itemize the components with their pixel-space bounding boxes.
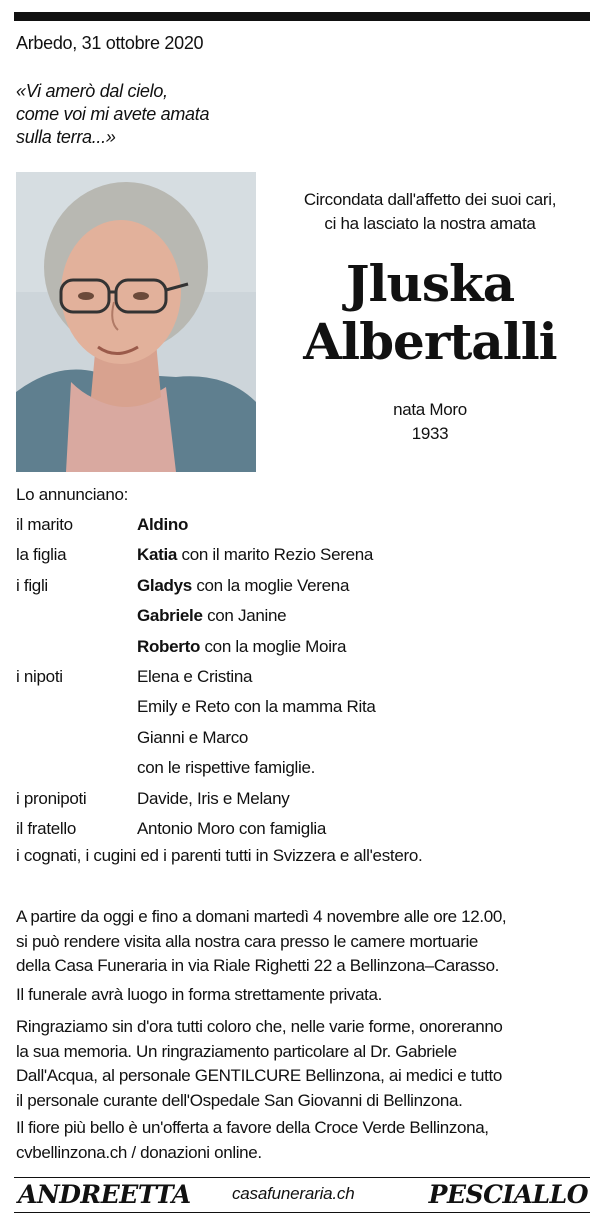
member — [137, 512, 188, 538]
member-detail: Gianni e Marco — [137, 727, 249, 747]
top-rule — [14, 12, 590, 21]
footer-rule-bottom — [14, 1212, 590, 1213]
deceased-name — [260, 255, 600, 371]
paragraph-line: A partire da oggi e fino a domani martedì 4 novembre alle ore 12.00, — [16, 907, 507, 926]
member-detail: con la moglie Verena — [191, 575, 350, 595]
member-detail: Emily e Reto con la mamma Rita — [137, 697, 376, 717]
relatives-line: i cognati, i cugini ed i parenti tutti in Svizzera e all'estero. — [16, 846, 423, 865]
member-detail: Elena e Cristina — [137, 666, 253, 686]
member-detail: con Janine — [202, 606, 287, 626]
paragraph-line: Il funerale avrà luogo in forma strettamente privata. — [16, 985, 383, 1004]
last-name: Albertalli — [303, 312, 557, 371]
paragraph-line: la sua memoria. Un ringraziamento particolare al Dr. Gabriele — [16, 1041, 457, 1061]
first-name: Jluska — [345, 254, 515, 313]
member — [137, 573, 349, 599]
family-row — [16, 816, 586, 846]
family-row — [16, 725, 586, 755]
family-row — [16, 634, 586, 664]
intro-text — [270, 188, 590, 236]
member-name: Gabriele — [137, 606, 203, 626]
relation: la figlia — [16, 545, 67, 565]
website-link[interactable]: casafuneraria.ch — [232, 1184, 355, 1203]
relation: i pronipoti — [16, 788, 87, 808]
member — [137, 603, 286, 629]
place-date: Arbedo, 31 ottobre 2020 — [16, 33, 204, 53]
paragraph-line: cvbellinzona.ch / donazioni online. — [16, 1142, 262, 1162]
paragraph-line: della Casa Funeraria in via Riale Righetti 22 a Bellinzona–Carasso. — [16, 956, 500, 975]
intro-line: ci ha lasciato la nostra amata — [324, 214, 536, 233]
family-list — [16, 512, 586, 846]
relation: il fratello — [16, 818, 77, 838]
family-row — [16, 694, 586, 724]
family-row — [16, 664, 586, 694]
member — [137, 542, 373, 568]
footer — [14, 1180, 590, 1214]
maiden-name: nata Moro — [393, 400, 467, 419]
announce-label: Lo annunciano: — [16, 485, 129, 504]
brand-andreetta: ANDREETTA — [18, 1180, 191, 1209]
member-name: Katia — [137, 545, 178, 565]
member-detail: Davide, Iris e Melany — [137, 788, 290, 808]
family-row — [16, 542, 586, 572]
visit-paragraph — [16, 905, 586, 979]
member — [137, 634, 346, 660]
flower-paragraph — [16, 1116, 586, 1165]
birth-year: 1933 — [411, 424, 449, 443]
family-row — [16, 755, 586, 785]
brand-pesciallo: PESCIALLO — [428, 1180, 588, 1209]
member — [137, 664, 252, 690]
quote-line: sulla terra...» — [16, 127, 116, 147]
intro-line: Circondata dall'affetto dei suoi cari, — [303, 190, 557, 209]
family-row — [16, 512, 586, 542]
family-row — [16, 573, 586, 603]
member-detail: con le rispettive famiglie. — [137, 758, 316, 778]
relation: i nipoti — [16, 666, 63, 686]
member-name: Roberto — [137, 636, 201, 656]
thanks-paragraph — [16, 1015, 586, 1113]
quote-line: «Vi amerò dal cielo, — [16, 81, 168, 101]
relation: il marito — [16, 515, 73, 534]
family-row — [16, 786, 586, 816]
member — [137, 694, 376, 720]
paragraph-line: si può rendere visita alla nostra cara presso le camere mortuarie — [16, 931, 478, 951]
member — [137, 786, 289, 812]
paragraph-line: Il fiore più bello è un'offerta a favore della Croce Verde Bellinzona, — [16, 1118, 489, 1137]
paragraph-line: il personale curante dell'Ospedale San Giovanni di Bellinzona. — [16, 1090, 463, 1110]
portrait-photo — [16, 172, 256, 472]
footer-rule — [14, 1177, 590, 1178]
member-name: Gladys — [137, 575, 192, 595]
member — [137, 816, 326, 842]
quote — [16, 80, 209, 149]
birth-info — [330, 398, 530, 446]
member — [137, 725, 248, 751]
member-detail: con la moglie Moira — [200, 636, 347, 656]
member-detail: Antonio Moro con famiglia — [137, 818, 327, 838]
funeral-paragraph — [16, 983, 586, 1008]
relation: i figli — [16, 575, 48, 595]
member — [137, 755, 315, 781]
member-detail: con il marito Rezio Serena — [177, 545, 374, 565]
member-name: Aldino — [137, 515, 189, 534]
family-row — [16, 603, 586, 633]
quote-line: come voi mi avete amata — [16, 104, 210, 124]
paragraph-line: Ringraziamo sin d'ora tutti coloro che, nelle varie forme, onoreranno — [16, 1017, 503, 1036]
paragraph-line: Dall'Acqua, al personale GENTILCURE Bellinzona, ai medici e tutto — [16, 1066, 503, 1085]
